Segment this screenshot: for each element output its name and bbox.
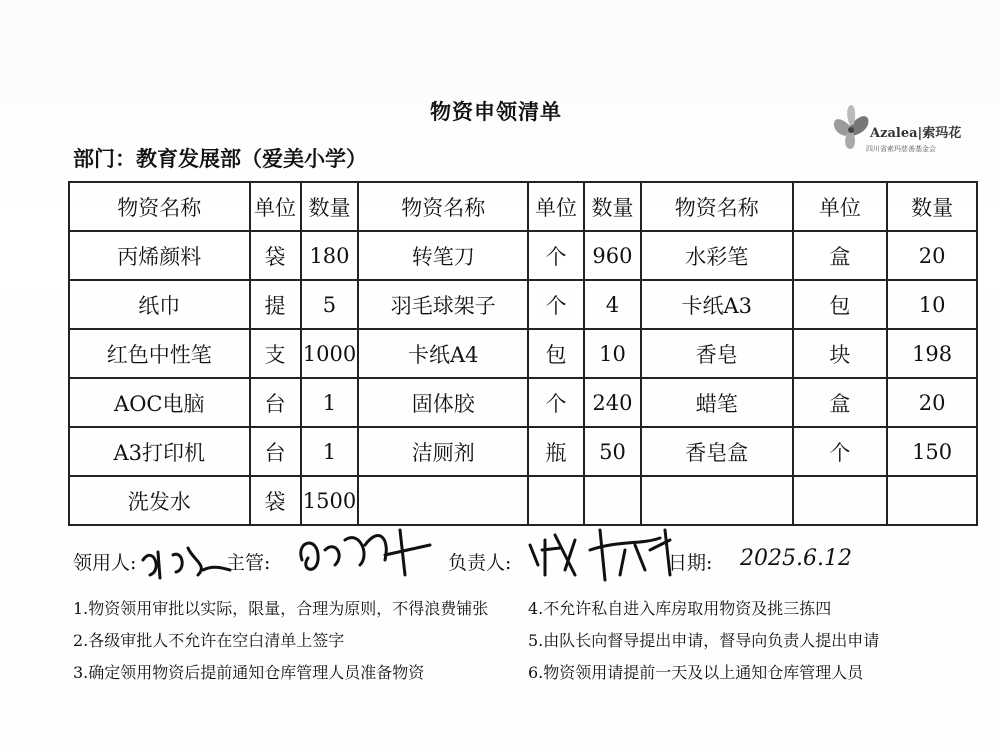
table-cell: 丙烯颜料 <box>69 231 250 280</box>
table-cell: 1 <box>301 378 359 427</box>
table-cell <box>358 476 528 525</box>
table-cell: 1500 <box>301 476 359 525</box>
table-cell: 960 <box>584 231 641 280</box>
table-cell: 羽毛球架子 <box>358 280 528 329</box>
table-row <box>69 231 977 280</box>
department-label: 部门：教育发展部（爱美小学） <box>73 146 367 171</box>
table-cell: 个 <box>528 231 584 280</box>
table-cell: 50 <box>584 427 641 476</box>
table-cell: 5 <box>301 280 359 329</box>
table-cell <box>584 476 641 525</box>
table-cell: 10 <box>887 280 977 329</box>
table-cell: AOC电脑 <box>69 378 250 427</box>
table-cell: 180 <box>301 231 359 280</box>
table-cell: 个 <box>528 280 584 329</box>
table-cell: 袋 <box>250 476 301 525</box>
table-cell: 盒 <box>793 231 888 280</box>
form-title: 物资申领清单 <box>430 99 562 124</box>
table-cell: 水彩笔 <box>641 231 793 280</box>
table-cell: 纸巾 <box>69 280 250 329</box>
table-cell: 包 <box>793 280 888 329</box>
table-cell: 卡纸A4 <box>358 329 528 378</box>
table-cell: 洗发水 <box>69 476 250 525</box>
table-cell: 240 <box>584 378 641 427</box>
table-cell: 蜡笔 <box>641 378 793 427</box>
note-item: 5.由队长向督导提出申请，督导向负责人提出申请 <box>528 631 880 650</box>
table-cell: 1 <box>301 427 359 476</box>
table-row <box>69 427 977 476</box>
table-cell: 块 <box>793 329 888 378</box>
responsible-label: 负责人: <box>448 552 512 574</box>
logo-brand-text: Azalea|索玛花 <box>870 126 962 141</box>
header-cell: 物资名称 <box>69 182 250 231</box>
recipient-label: 领用人: <box>73 552 137 574</box>
table-row <box>69 329 977 378</box>
header-cell: 单位 <box>528 182 584 231</box>
table-cell <box>641 476 793 525</box>
supervisor-signature <box>290 520 440 580</box>
table-cell: 香皂 <box>641 329 793 378</box>
table-cell <box>887 476 977 525</box>
table-cell: 4 <box>584 280 641 329</box>
table-cell: 10 <box>584 329 641 378</box>
table-cell: 150 <box>887 427 977 476</box>
table-cell: 个 <box>528 378 584 427</box>
supervisor-label: 主管: <box>226 552 271 574</box>
table-cell: 固体胶 <box>358 378 528 427</box>
table-cell: 20 <box>887 378 977 427</box>
table-row <box>69 476 977 525</box>
table-cell: 个 <box>793 427 888 476</box>
table-cell: 1000 <box>301 329 359 378</box>
table-cell: 台 <box>250 427 301 476</box>
header-cell: 物资名称 <box>358 182 528 231</box>
date-label: 日期: <box>668 552 713 574</box>
header-cell: 单位 <box>793 182 888 231</box>
table-row <box>69 378 977 427</box>
table-cell: 瓶 <box>528 427 584 476</box>
table-cell: 洁厕剂 <box>358 427 528 476</box>
items-table <box>68 181 978 526</box>
table-cell: 香皂盒 <box>641 427 793 476</box>
table-header-row <box>69 182 977 231</box>
note-item: 6.物资领用请提前一天及以上通知仓库管理人员 <box>528 663 864 682</box>
table-cell: 提 <box>250 280 301 329</box>
logo-subtitle: 四川省索玛慈善基金会 <box>866 145 936 153</box>
header-cell: 数量 <box>301 182 359 231</box>
table-cell: 198 <box>887 329 977 378</box>
header-cell: 数量 <box>584 182 641 231</box>
table-cell: 盒 <box>793 378 888 427</box>
table-cell: 台 <box>250 378 301 427</box>
table-cell: 包 <box>528 329 584 378</box>
note-item: 3.确定领用物资后提前通知仓库管理人员准备物资 <box>73 663 425 682</box>
header-cell: 物资名称 <box>641 182 793 231</box>
note-item: 1.物资领用审批以实际，限量，合理为原则，不得浪费铺张 <box>73 599 489 618</box>
table-cell: 袋 <box>250 231 301 280</box>
note-item: 4.不允许私自进入库房取用物资及挑三拣四 <box>528 599 832 618</box>
table-cell: 支 <box>250 329 301 378</box>
date-value: 2025.6.12 <box>740 546 852 571</box>
table-cell <box>793 476 888 525</box>
table-cell <box>528 476 584 525</box>
table-cell: 转笔刀 <box>358 231 528 280</box>
table-cell: 红色中性笔 <box>69 329 250 378</box>
table-cell: 卡纸A3 <box>641 280 793 329</box>
table-cell: A3打印机 <box>69 427 250 476</box>
table-cell: 20 <box>887 231 977 280</box>
recipient-signature <box>138 540 233 585</box>
foundation-logo <box>820 96 970 166</box>
table-row <box>69 280 977 329</box>
responsible-signature <box>520 520 690 585</box>
note-item: 2.各级审批人不允许在空白清单上签字 <box>73 631 345 650</box>
header-cell: 数量 <box>887 182 977 231</box>
header-cell: 单位 <box>250 182 301 231</box>
